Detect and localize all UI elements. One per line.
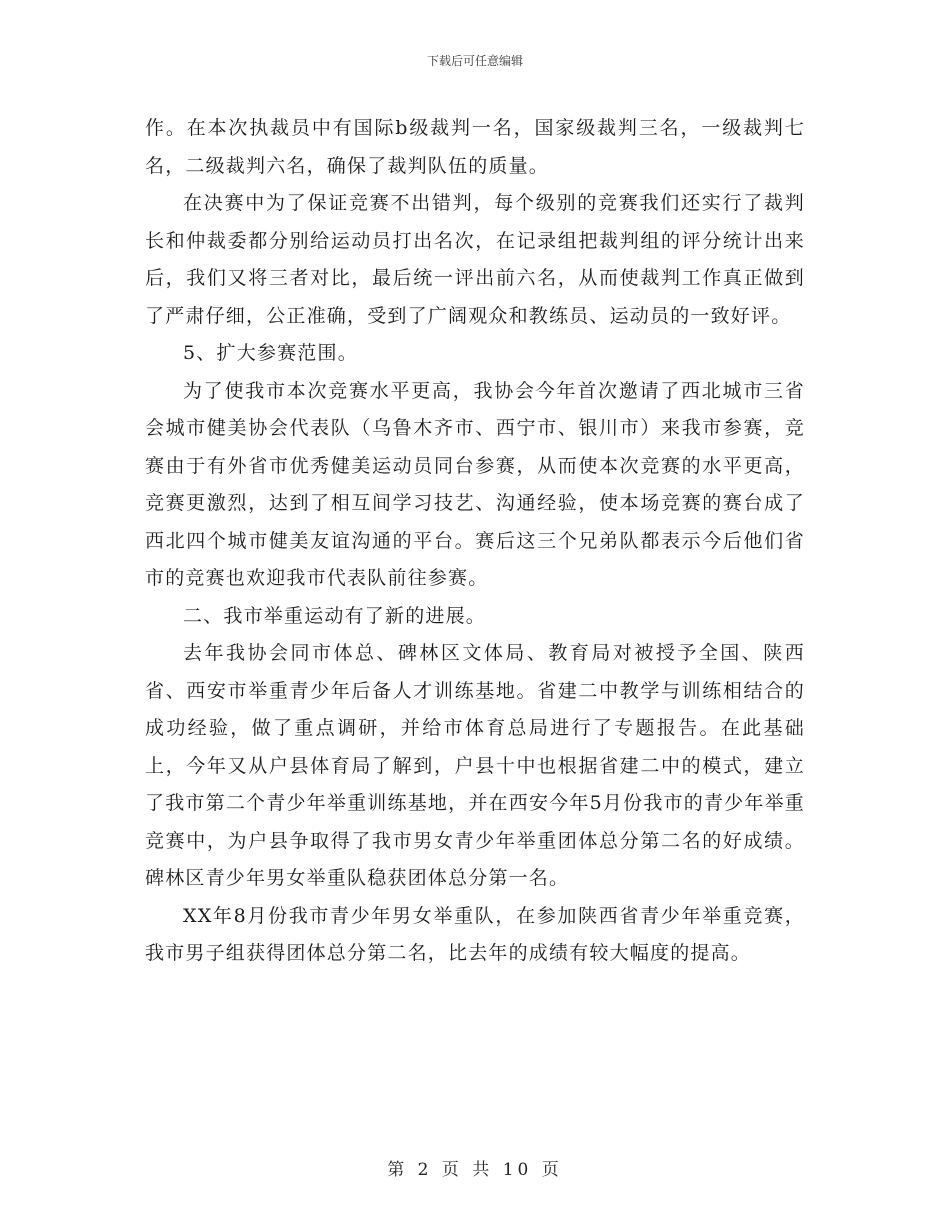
paragraph-7: XX年8月份我市青少年男女举重队，在参加陕西省青少年举重竞赛，我市男子组获得团体总分第二名，比去年的成绩有较大幅度的提高。 <box>145 904 805 964</box>
paragraph-4: 为了使我市本次竞赛水平更高，我协会今年首次邀请了西北城市三省会城市健美协会代表队（乌鲁木齐市、西宁市、银川市）来我市参赛，竞赛由于有外省市优秀健美运动员同台参赛，从而使本次竞赛的水平更高，竞赛更激烈，达到了相互间学习技艺、沟通经验，使本场竞赛的赛台成了西北四个城市健美友谊沟通的平台。赛后这三个兄弟队都表示今后他们省市的竞赛也欢迎我市代表队前往参赛。 <box>145 379 805 589</box>
paragraph-1: 作。在本次执裁员中有国际b级裁判一名，国家级裁判三名，一级裁判七名，二级裁判六名，确保了裁判队伍的质量。 <box>145 117 805 177</box>
page-header: 下载后可任意编辑 <box>426 54 523 68</box>
paragraph-6: 去年我协会同市体总、碑林区文体局、教育局对被授予全国、陕西省、西安市举重青少年后备人才训练基地。省建二中教学与训练相结合的成功经验，做了重点调研，并给市体育总局进行了专题报告。在此基础上，今年又从户县体育局了解到，户县十中也根据省建二中的模式，建立了我市第二个青少年举重训练基地，并在西安今年5月份我市的青少年举重竞赛中，为户县争取得了我市男女青少年举重团体总分第二名的好成绩。碑林区青少年男女举重队稳获团体总分第一名。 <box>145 642 805 889</box>
document-body <box>145 110 805 973</box>
paragraph-2: 在决赛中为了保证竞赛不出错判，每个级别的竞赛我们还实行了裁判长和仲裁委都分别给运动员打出名次，在记录组把裁判组的评分统计出来后，我们又将三者对比，最后统一评出前六名，从而使裁判工作真正做到了严肃仔细，公正准确，受到了广阔观众和教练员、运动员的一致好评。 <box>145 192 805 327</box>
paragraph-5: 二、我市举重运动有了新的进展。 <box>183 604 487 627</box>
page-footer: 第 2 页 共 10 页 <box>387 1160 563 1180</box>
paragraph-3: 5、扩大参赛范围。 <box>183 342 358 364</box>
